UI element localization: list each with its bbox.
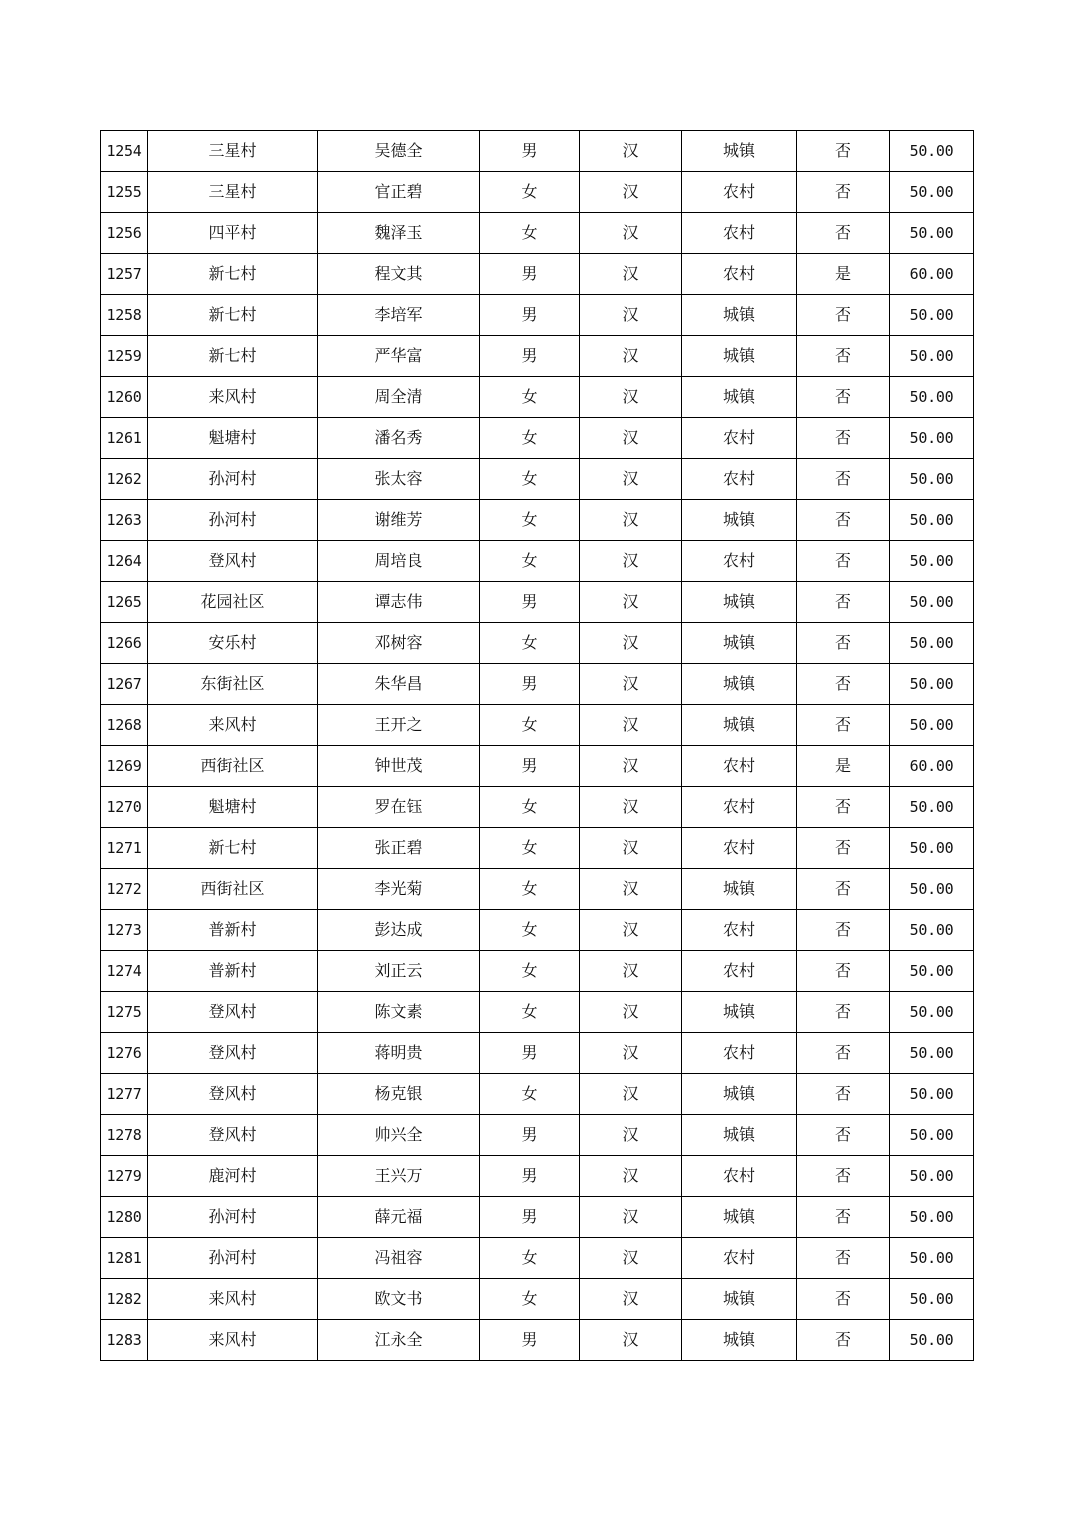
table-row — [101, 992, 974, 1033]
cell-residence-type: 农村 — [682, 172, 797, 213]
cell-amount: 50.00 — [890, 705, 974, 746]
cell-residence-type: 城镇 — [682, 336, 797, 377]
cell-serial-number: 1266 — [101, 623, 148, 664]
cell-gender: 女 — [480, 172, 580, 213]
cell-flag: 否 — [797, 172, 890, 213]
cell-amount: 50.00 — [890, 951, 974, 992]
cell-amount: 50.00 — [890, 1074, 974, 1115]
cell-flag: 否 — [797, 418, 890, 459]
cell-ethnicity: 汉 — [580, 131, 682, 172]
cell-gender: 女 — [480, 500, 580, 541]
table-row — [101, 582, 974, 623]
cell-gender: 男 — [480, 582, 580, 623]
cell-village: 花园社区 — [148, 582, 318, 623]
cell-flag: 否 — [797, 1033, 890, 1074]
table-row — [101, 1238, 974, 1279]
cell-gender: 女 — [480, 1074, 580, 1115]
cell-amount: 50.00 — [890, 1156, 974, 1197]
cell-amount: 60.00 — [890, 254, 974, 295]
cell-village: 登风村 — [148, 1074, 318, 1115]
cell-amount: 50.00 — [890, 1238, 974, 1279]
cell-gender: 男 — [480, 1156, 580, 1197]
cell-village: 孙河村 — [148, 1238, 318, 1279]
cell-gender: 男 — [480, 1197, 580, 1238]
cell-serial-number: 1271 — [101, 828, 148, 869]
cell-person-name: 薛元福 — [318, 1197, 480, 1238]
cell-village: 登风村 — [148, 1115, 318, 1156]
cell-amount: 50.00 — [890, 1279, 974, 1320]
cell-ethnicity: 汉 — [580, 213, 682, 254]
cell-serial-number: 1265 — [101, 582, 148, 623]
cell-gender: 男 — [480, 664, 580, 705]
table-row — [101, 377, 974, 418]
cell-ethnicity: 汉 — [580, 1197, 682, 1238]
cell-serial-number: 1272 — [101, 869, 148, 910]
cell-residence-type: 城镇 — [682, 1115, 797, 1156]
cell-ethnicity: 汉 — [580, 254, 682, 295]
cell-serial-number: 1280 — [101, 1197, 148, 1238]
cell-gender: 男 — [480, 1033, 580, 1074]
table-row — [101, 418, 974, 459]
cell-residence-type: 城镇 — [682, 623, 797, 664]
table-row — [101, 459, 974, 500]
cell-ethnicity: 汉 — [580, 1279, 682, 1320]
cell-village: 四平村 — [148, 213, 318, 254]
cell-ethnicity: 汉 — [580, 295, 682, 336]
cell-person-name: 王开之 — [318, 705, 480, 746]
cell-ethnicity: 汉 — [580, 664, 682, 705]
cell-gender: 男 — [480, 1320, 580, 1361]
table-row — [101, 213, 974, 254]
cell-residence-type: 农村 — [682, 828, 797, 869]
cell-amount: 50.00 — [890, 336, 974, 377]
cell-person-name: 欧文书 — [318, 1279, 480, 1320]
cell-residence-type: 城镇 — [682, 377, 797, 418]
cell-serial-number: 1283 — [101, 1320, 148, 1361]
cell-residence-type: 城镇 — [682, 1074, 797, 1115]
cell-gender: 女 — [480, 459, 580, 500]
table-row — [101, 1197, 974, 1238]
cell-gender: 男 — [480, 295, 580, 336]
cell-gender: 女 — [480, 910, 580, 951]
cell-ethnicity: 汉 — [580, 1320, 682, 1361]
cell-serial-number: 1261 — [101, 418, 148, 459]
cell-person-name: 罗在钰 — [318, 787, 480, 828]
cell-village: 登风村 — [148, 992, 318, 1033]
cell-serial-number: 1279 — [101, 1156, 148, 1197]
cell-person-name: 李培军 — [318, 295, 480, 336]
table-row — [101, 951, 974, 992]
cell-amount: 50.00 — [890, 1033, 974, 1074]
cell-amount: 50.00 — [890, 910, 974, 951]
cell-person-name: 吴德全 — [318, 131, 480, 172]
cell-flag: 否 — [797, 459, 890, 500]
cell-serial-number: 1268 — [101, 705, 148, 746]
cell-amount: 50.00 — [890, 295, 974, 336]
cell-amount: 50.00 — [890, 787, 974, 828]
cell-amount: 50.00 — [890, 582, 974, 623]
cell-serial-number: 1277 — [101, 1074, 148, 1115]
cell-person-name: 蒋明贵 — [318, 1033, 480, 1074]
table-row — [101, 500, 974, 541]
cell-amount: 50.00 — [890, 1320, 974, 1361]
cell-serial-number: 1281 — [101, 1238, 148, 1279]
cell-flag: 否 — [797, 705, 890, 746]
cell-flag: 否 — [797, 992, 890, 1033]
cell-gender: 女 — [480, 951, 580, 992]
cell-serial-number: 1282 — [101, 1279, 148, 1320]
cell-ethnicity: 汉 — [580, 828, 682, 869]
cell-village: 来风村 — [148, 377, 318, 418]
cell-serial-number: 1278 — [101, 1115, 148, 1156]
table-row — [101, 1074, 974, 1115]
cell-person-name: 谭志伟 — [318, 582, 480, 623]
cell-ethnicity: 汉 — [580, 992, 682, 1033]
records-table — [100, 130, 974, 1361]
cell-person-name: 谢维芳 — [318, 500, 480, 541]
cell-village: 来风村 — [148, 705, 318, 746]
cell-residence-type: 农村 — [682, 1033, 797, 1074]
cell-amount: 50.00 — [890, 131, 974, 172]
table-row — [101, 1156, 974, 1197]
table-row — [101, 787, 974, 828]
cell-ethnicity: 汉 — [580, 623, 682, 664]
table-row — [101, 1279, 974, 1320]
cell-ethnicity: 汉 — [580, 500, 682, 541]
cell-gender: 女 — [480, 787, 580, 828]
cell-village: 新七村 — [148, 828, 318, 869]
cell-amount: 50.00 — [890, 213, 974, 254]
cell-amount: 50.00 — [890, 541, 974, 582]
cell-village: 三星村 — [148, 131, 318, 172]
cell-amount: 60.00 — [890, 746, 974, 787]
cell-gender: 女 — [480, 377, 580, 418]
cell-amount: 50.00 — [890, 459, 974, 500]
cell-ethnicity: 汉 — [580, 1156, 682, 1197]
cell-ethnicity: 汉 — [580, 1238, 682, 1279]
table-row — [101, 254, 974, 295]
table-row — [101, 541, 974, 582]
cell-residence-type: 城镇 — [682, 1320, 797, 1361]
cell-village: 普新村 — [148, 951, 318, 992]
cell-amount: 50.00 — [890, 1197, 974, 1238]
cell-residence-type: 城镇 — [682, 664, 797, 705]
table-row — [101, 336, 974, 377]
cell-amount: 50.00 — [890, 869, 974, 910]
cell-ethnicity: 汉 — [580, 377, 682, 418]
cell-residence-type: 农村 — [682, 254, 797, 295]
cell-residence-type: 农村 — [682, 1156, 797, 1197]
cell-village: 魁塘村 — [148, 418, 318, 459]
cell-flag: 否 — [797, 582, 890, 623]
cell-flag: 否 — [797, 1320, 890, 1361]
records-table-body — [101, 131, 974, 1361]
cell-residence-type: 农村 — [682, 787, 797, 828]
cell-ethnicity: 汉 — [580, 582, 682, 623]
cell-serial-number: 1258 — [101, 295, 148, 336]
cell-person-name: 冯祖容 — [318, 1238, 480, 1279]
cell-person-name: 严华富 — [318, 336, 480, 377]
cell-residence-type: 城镇 — [682, 1279, 797, 1320]
cell-residence-type: 城镇 — [682, 869, 797, 910]
cell-flag: 否 — [797, 869, 890, 910]
cell-residence-type: 城镇 — [682, 705, 797, 746]
cell-residence-type: 农村 — [682, 213, 797, 254]
cell-flag: 否 — [797, 1156, 890, 1197]
cell-village: 新七村 — [148, 254, 318, 295]
cell-serial-number: 1273 — [101, 910, 148, 951]
cell-person-name: 帅兴全 — [318, 1115, 480, 1156]
cell-serial-number: 1269 — [101, 746, 148, 787]
cell-flag: 否 — [797, 787, 890, 828]
cell-ethnicity: 汉 — [580, 336, 682, 377]
cell-flag: 否 — [797, 377, 890, 418]
cell-gender: 女 — [480, 541, 580, 582]
cell-amount: 50.00 — [890, 377, 974, 418]
table-row — [101, 172, 974, 213]
cell-ethnicity: 汉 — [580, 1074, 682, 1115]
cell-residence-type: 城镇 — [682, 500, 797, 541]
cell-residence-type: 城镇 — [682, 131, 797, 172]
table-row — [101, 705, 974, 746]
cell-ethnicity: 汉 — [580, 951, 682, 992]
cell-village: 西街社区 — [148, 869, 318, 910]
cell-gender: 女 — [480, 1279, 580, 1320]
cell-flag: 否 — [797, 1279, 890, 1320]
cell-ethnicity: 汉 — [580, 910, 682, 951]
cell-person-name: 程文其 — [318, 254, 480, 295]
cell-ethnicity: 汉 — [580, 418, 682, 459]
cell-person-name: 魏泽玉 — [318, 213, 480, 254]
cell-village: 孙河村 — [148, 1197, 318, 1238]
cell-flag: 否 — [797, 664, 890, 705]
cell-person-name: 杨克银 — [318, 1074, 480, 1115]
cell-flag: 否 — [797, 623, 890, 664]
cell-serial-number: 1255 — [101, 172, 148, 213]
cell-flag: 否 — [797, 951, 890, 992]
cell-serial-number: 1262 — [101, 459, 148, 500]
cell-ethnicity: 汉 — [580, 787, 682, 828]
cell-amount: 50.00 — [890, 828, 974, 869]
cell-residence-type: 农村 — [682, 1238, 797, 1279]
cell-person-name: 官正碧 — [318, 172, 480, 213]
cell-gender: 女 — [480, 705, 580, 746]
cell-serial-number: 1267 — [101, 664, 148, 705]
cell-person-name: 邓树容 — [318, 623, 480, 664]
cell-amount: 50.00 — [890, 172, 974, 213]
cell-village: 新七村 — [148, 295, 318, 336]
cell-village: 魁塘村 — [148, 787, 318, 828]
cell-person-name: 朱华昌 — [318, 664, 480, 705]
cell-amount: 50.00 — [890, 418, 974, 459]
cell-flag: 否 — [797, 1074, 890, 1115]
cell-serial-number: 1263 — [101, 500, 148, 541]
table-row — [101, 869, 974, 910]
cell-residence-type: 农村 — [682, 951, 797, 992]
cell-serial-number: 1254 — [101, 131, 148, 172]
cell-village: 来风村 — [148, 1320, 318, 1361]
cell-flag: 否 — [797, 541, 890, 582]
cell-residence-type: 城镇 — [682, 992, 797, 1033]
cell-gender: 女 — [480, 828, 580, 869]
cell-residence-type: 农村 — [682, 746, 797, 787]
cell-serial-number: 1276 — [101, 1033, 148, 1074]
table-row — [101, 131, 974, 172]
cell-amount: 50.00 — [890, 1115, 974, 1156]
cell-serial-number: 1257 — [101, 254, 148, 295]
cell-gender: 女 — [480, 623, 580, 664]
cell-person-name: 江永全 — [318, 1320, 480, 1361]
cell-person-name: 彭达成 — [318, 910, 480, 951]
cell-flag: 否 — [797, 500, 890, 541]
cell-ethnicity: 汉 — [580, 869, 682, 910]
cell-residence-type: 农村 — [682, 541, 797, 582]
cell-ethnicity: 汉 — [580, 1033, 682, 1074]
cell-flag: 否 — [797, 336, 890, 377]
table-row — [101, 1320, 974, 1361]
cell-flag: 否 — [797, 1197, 890, 1238]
cell-village: 新七村 — [148, 336, 318, 377]
cell-person-name: 潘名秀 — [318, 418, 480, 459]
cell-person-name: 张正碧 — [318, 828, 480, 869]
cell-ethnicity: 汉 — [580, 705, 682, 746]
cell-gender: 男 — [480, 131, 580, 172]
cell-ethnicity: 汉 — [580, 172, 682, 213]
cell-serial-number: 1270 — [101, 787, 148, 828]
cell-residence-type: 城镇 — [682, 582, 797, 623]
table-row — [101, 828, 974, 869]
cell-person-name: 钟世茂 — [318, 746, 480, 787]
cell-person-name: 陈文素 — [318, 992, 480, 1033]
cell-residence-type: 农村 — [682, 910, 797, 951]
cell-person-name: 张太容 — [318, 459, 480, 500]
cell-serial-number: 1260 — [101, 377, 148, 418]
cell-person-name: 李光菊 — [318, 869, 480, 910]
cell-amount: 50.00 — [890, 623, 974, 664]
cell-flag: 否 — [797, 213, 890, 254]
cell-serial-number: 1274 — [101, 951, 148, 992]
cell-serial-number: 1259 — [101, 336, 148, 377]
cell-person-name: 王兴万 — [318, 1156, 480, 1197]
cell-gender: 男 — [480, 336, 580, 377]
cell-ethnicity: 汉 — [580, 746, 682, 787]
cell-gender: 女 — [480, 418, 580, 459]
table-row — [101, 746, 974, 787]
cell-amount: 50.00 — [890, 992, 974, 1033]
cell-village: 西街社区 — [148, 746, 318, 787]
cell-person-name: 周培良 — [318, 541, 480, 582]
cell-village: 登风村 — [148, 541, 318, 582]
cell-village: 东街社区 — [148, 664, 318, 705]
cell-gender: 女 — [480, 1238, 580, 1279]
cell-amount: 50.00 — [890, 500, 974, 541]
cell-village: 登风村 — [148, 1033, 318, 1074]
table-row — [101, 623, 974, 664]
table-row — [101, 1033, 974, 1074]
cell-flag: 是 — [797, 254, 890, 295]
cell-ethnicity: 汉 — [580, 541, 682, 582]
table-row — [101, 664, 974, 705]
cell-gender: 男 — [480, 1115, 580, 1156]
cell-gender: 女 — [480, 992, 580, 1033]
table-row — [101, 1115, 974, 1156]
cell-gender: 女 — [480, 869, 580, 910]
cell-village: 孙河村 — [148, 459, 318, 500]
cell-flag: 否 — [797, 1115, 890, 1156]
table-row — [101, 295, 974, 336]
table-row — [101, 910, 974, 951]
cell-serial-number: 1275 — [101, 992, 148, 1033]
cell-residence-type: 城镇 — [682, 295, 797, 336]
cell-residence-type: 农村 — [682, 418, 797, 459]
cell-gender: 男 — [480, 746, 580, 787]
cell-flag: 否 — [797, 295, 890, 336]
cell-village: 安乐村 — [148, 623, 318, 664]
cell-village: 鹿河村 — [148, 1156, 318, 1197]
cell-gender: 女 — [480, 213, 580, 254]
cell-village: 来风村 — [148, 1279, 318, 1320]
cell-residence-type: 城镇 — [682, 1197, 797, 1238]
cell-flag: 否 — [797, 131, 890, 172]
cell-village: 孙河村 — [148, 500, 318, 541]
cell-flag: 否 — [797, 828, 890, 869]
cell-amount: 50.00 — [890, 664, 974, 705]
cell-serial-number: 1256 — [101, 213, 148, 254]
cell-flag: 否 — [797, 910, 890, 951]
cell-flag: 否 — [797, 1238, 890, 1279]
cell-gender: 男 — [480, 254, 580, 295]
cell-village: 三星村 — [148, 172, 318, 213]
cell-person-name: 周全清 — [318, 377, 480, 418]
cell-village: 普新村 — [148, 910, 318, 951]
cell-person-name: 刘正云 — [318, 951, 480, 992]
cell-ethnicity: 汉 — [580, 1115, 682, 1156]
cell-ethnicity: 汉 — [580, 459, 682, 500]
cell-flag: 是 — [797, 746, 890, 787]
cell-serial-number: 1264 — [101, 541, 148, 582]
cell-residence-type: 农村 — [682, 459, 797, 500]
